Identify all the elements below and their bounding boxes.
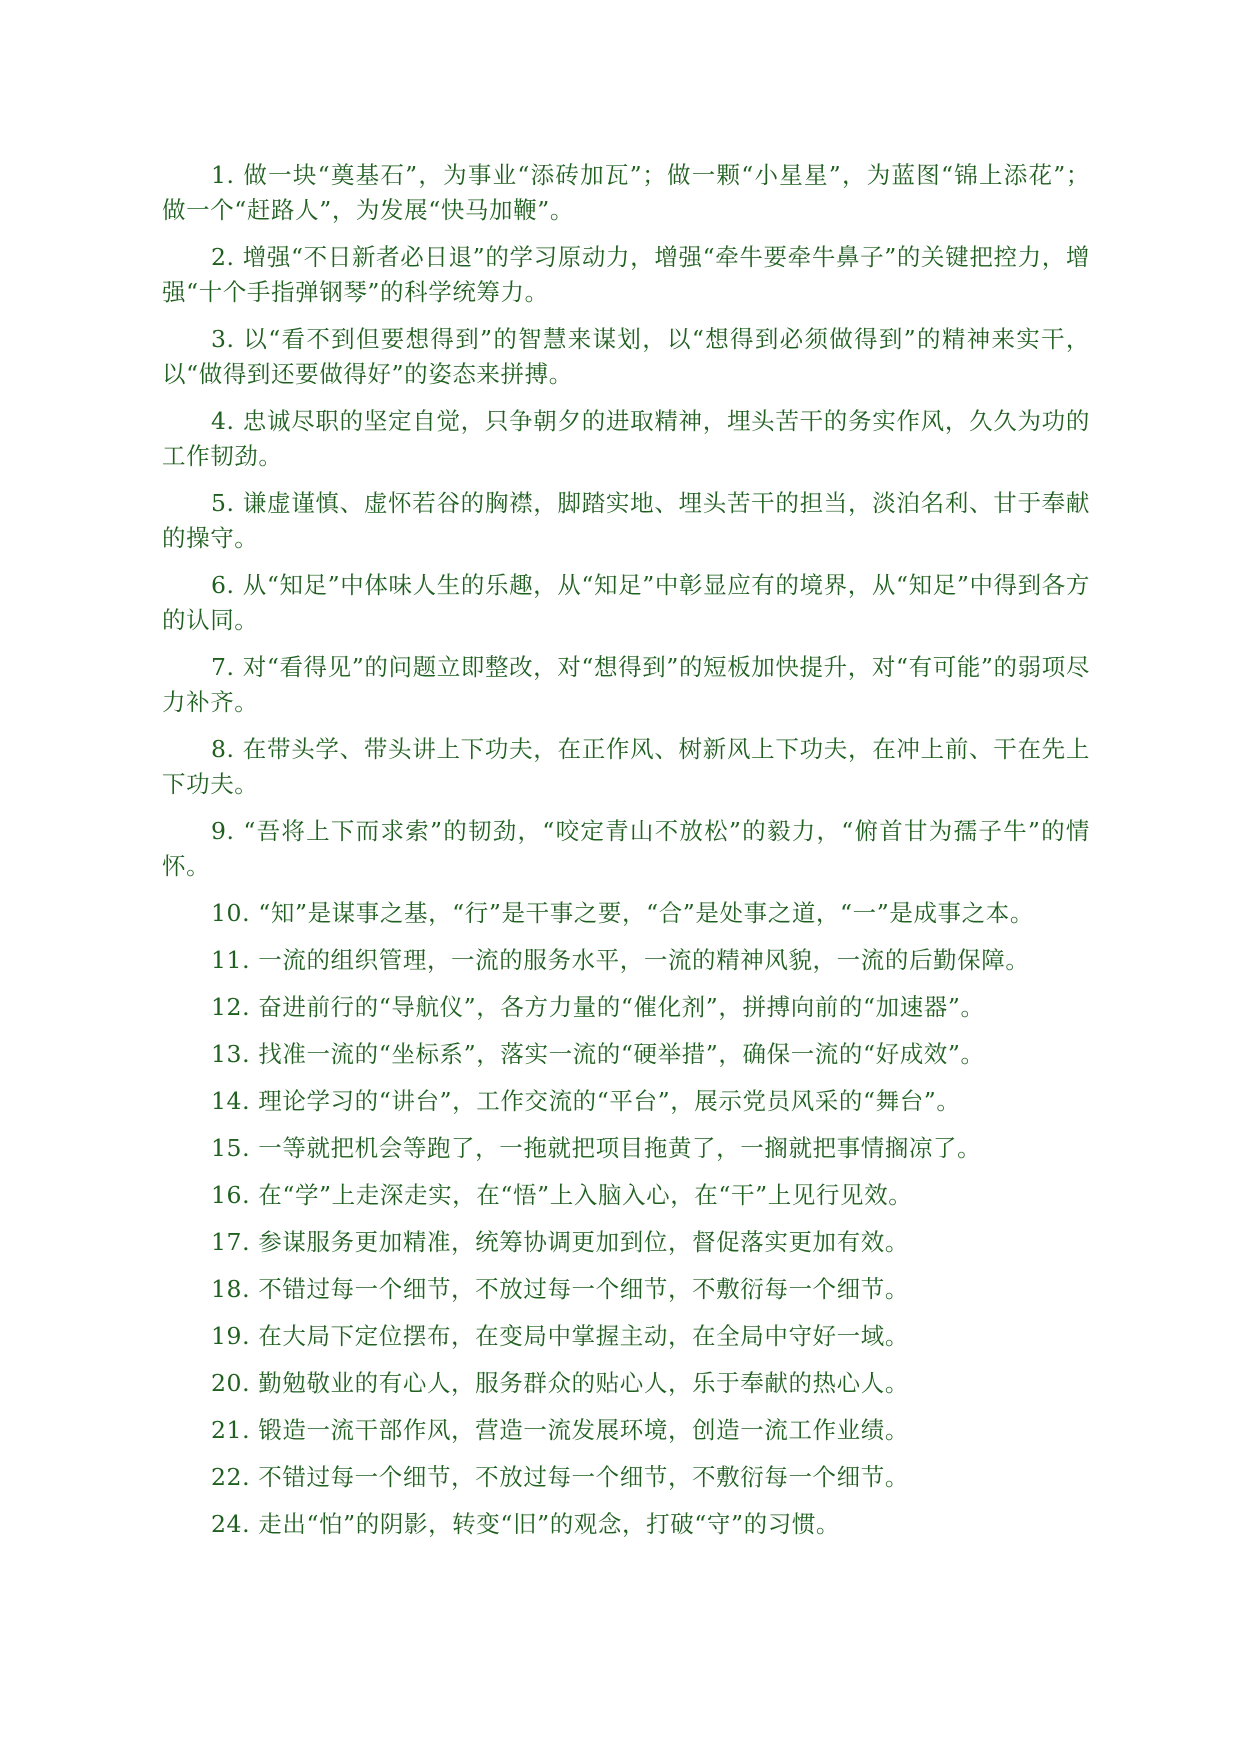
paragraph-13: 13. 找准一流的“坐标系”，落实一流的“硬举措”，确保一流的“好成效”。	[211, 1040, 985, 1068]
paragraph-3: 3. 以“看不到但要想得到”的智慧来谋划，以“想得到必须做得到”的精神来实干，以“做得到还要做得好”的姿态来拼搏。	[162, 325, 1090, 388]
paragraph-20: 20. 勤勉敬业的有心人，服务群众的贴心人，乐于奉献的热心人。	[211, 1369, 909, 1397]
paragraph-18: 18. 不错过每一个细节，不放过每一个细节，不敷衍每一个细节。	[211, 1275, 909, 1303]
paragraph-22: 22. 不错过每一个细节，不放过每一个细节，不敷衍每一个细节。	[211, 1463, 909, 1491]
paragraph-14: 14. 理论学习的“讲台”，工作交流的“平台”，展示党员风采的“舞台”。	[211, 1087, 961, 1115]
paragraph-10: 10. “知”是谋事之基，“行”是干事之要，“合”是处事之道，“一”是成事之本。	[211, 899, 1034, 927]
paragraph-2: 2. 增强“不日新者必日退”的学习原动力，增强“牵牛要牵牛鼻子”的关键把控力，增强“十个手指弹钢琴”的科学统筹力。	[162, 243, 1090, 306]
paragraph-5: 5. 谦虚谨慎、虚怀若谷的胸襟，脚踏实地、埋头苦干的担当，淡泊名利、甘于奉献的操守。	[162, 489, 1090, 552]
paragraph-6: 6. 从“知足”中体味人生的乐趣，从“知足”中彰显应有的境界，从“知足”中得到各方的认同。	[162, 571, 1090, 634]
paragraph-12: 12. 奋进前行的“导航仪”，各方力量的“催化剂”，拼搏向前的“加速器”。	[211, 993, 985, 1021]
paragraph-11: 11. 一流的组织管理，一流的服务水平，一流的精神风貌，一流的后勤保障。	[211, 946, 1030, 974]
paragraph-1: 1. 做一块“奠基石”，为事业“添砖加瓦”；做一颗“小星星”，为蓝图“锦上添花”；做一个“赶路人”，为发展“快马加鞭”。	[162, 161, 1090, 224]
paragraph-19: 19. 在大局下定位摆布，在变局中掌握主动，在全局中守好一域。	[211, 1322, 909, 1350]
paragraph-4: 4. 忠诚尽职的坚定自觉，只争朝夕的进取精神，埋头苦干的务实作风，久久为功的工作韧劲。	[162, 407, 1090, 470]
paragraph-17: 17. 参谋服务更加精准，统筹协调更加到位，督促落实更加有效。	[211, 1228, 909, 1256]
paragraph-16: 16. 在“学”上走深走实，在“悟”上入脑入心，在“干”上见行见效。	[211, 1181, 913, 1209]
paragraph-9: 9. “吾将上下而求索”的韧劲，“咬定青山不放松”的毅力，“俯首甘为孺子牛”的情怀。	[162, 817, 1090, 880]
paragraph-7: 7. 对“看得见”的问题立即整改，对“想得到”的短板加快提升，对“有可能”的弱项尽力补齐。	[162, 653, 1090, 716]
document-body	[162, 158, 1090, 1554]
paragraph-24: 24. 走出“怕”的阴影，转变“旧”的观念，打破“守”的习惯。	[211, 1510, 841, 1538]
paragraph-8: 8. 在带头学、带头讲上下功夫，在正作风、树新风上下功夫，在冲上前、干在先上下功夫。	[162, 735, 1090, 798]
paragraph-15: 15. 一等就把机会等跑了，一拖就把项目拖黄了，一搁就把事情搁凉了。	[211, 1134, 982, 1162]
paragraph-21: 21. 锻造一流干部作风，营造一流发展环境，创造一流工作业绩。	[211, 1416, 909, 1444]
